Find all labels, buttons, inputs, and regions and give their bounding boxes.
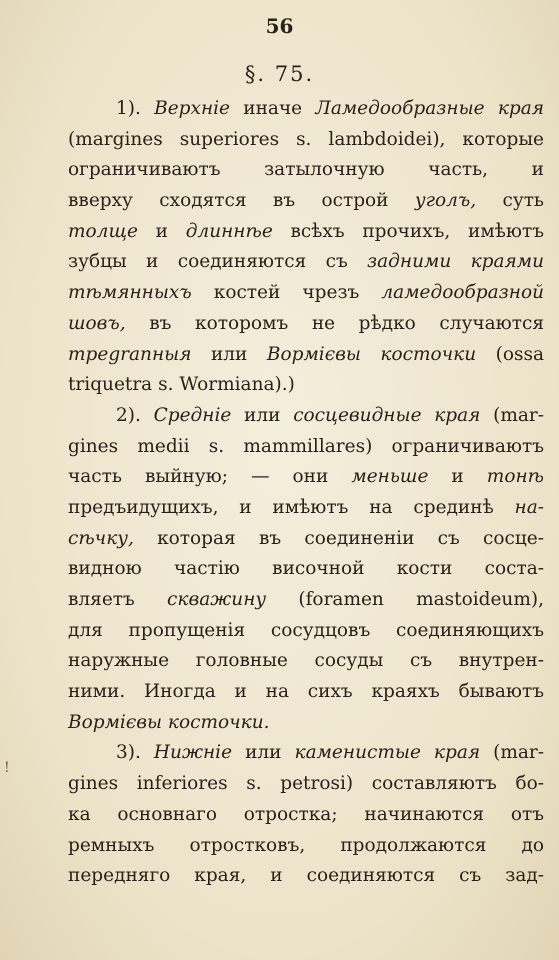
italic-term: Верхніе — [154, 98, 230, 119]
text-run: которая въ соединеніи съ сосце- — [133, 527, 544, 549]
text-line — [68, 401, 544, 432]
italic-term: Вормієвы косточки — [266, 343, 477, 365]
text-line — [68, 585, 544, 616]
italic-term: тѣмянныхъ — [68, 282, 192, 304]
text-run: суть — [476, 190, 545, 212]
text-run: ка основнаго отростка; начинаются отъ — [68, 803, 544, 825]
text-line — [68, 616, 544, 647]
italic-term: задними краями — [367, 251, 544, 273]
text-line — [68, 125, 544, 156]
italic-term: каменистые края — [294, 742, 481, 764]
text-run: видною частію височной кости соста- — [68, 558, 544, 580]
text-run: передняго края, и соединяются съ зад- — [68, 865, 544, 887]
italic-term: уголъ, — [414, 190, 477, 212]
text-line — [68, 217, 544, 248]
text-run: предъидущихъ, и имѣютъ на срединѣ — [68, 496, 515, 518]
text-run: ремныхъ отростковъ, продолжаются до — [68, 834, 544, 856]
text-line — [68, 646, 544, 677]
text-run: (foramen mastoideum), — [266, 589, 544, 610]
text-line — [68, 370, 544, 401]
text-line — [68, 769, 544, 800]
text-line — [68, 524, 544, 555]
text-run: 1). — [116, 98, 155, 119]
text-line — [68, 94, 544, 125]
text-run: или — [232, 742, 295, 764]
text-line — [68, 677, 544, 708]
italic-term: Ламедообразные края — [315, 98, 545, 119]
text-run: 2). — [116, 404, 154, 426]
text-line — [68, 738, 544, 769]
page-number: 56 — [265, 14, 294, 38]
text-run: всѣхъ прочихъ, имѣютъ — [272, 220, 544, 242]
text-run: (margines superiores s. lambdoidei), которые — [68, 128, 544, 150]
text-line — [68, 493, 544, 524]
text-run: или — [231, 404, 294, 426]
section-heading: §. 75. — [244, 62, 315, 86]
text-run: въ которомъ не рѣдко случаются — [125, 312, 544, 334]
text-run: 3). — [116, 742, 154, 764]
text-run: и — [428, 466, 487, 488]
text-line — [68, 247, 544, 278]
text-run: triquetra s. Wormiana).) — [68, 374, 295, 396]
text-run: (mar- — [480, 404, 545, 426]
text-line — [68, 155, 544, 186]
italic-term: сѣчку, — [68, 527, 134, 549]
margin-mark: ! — [4, 760, 10, 776]
text-line — [68, 708, 544, 739]
text-run: вверху сходятся въ острой — [68, 190, 415, 212]
text-run: ними. Иногда и на сихъ краяхъ бываютъ — [68, 681, 544, 703]
text-line — [68, 462, 544, 493]
text-line — [68, 278, 544, 309]
text-run: зубцы и соединяются съ — [68, 251, 368, 273]
text-run: костей чрезъ — [191, 282, 382, 304]
italic-term: тонѣ — [486, 466, 544, 488]
text-line — [68, 309, 544, 340]
italic-term: на- — [514, 496, 544, 518]
text-run: наружные головные сосуды съ внутрен- — [68, 650, 544, 672]
text-run: gines inferiores s. petrosi) составляютъ бо- — [68, 773, 544, 795]
italic-term: меньше — [351, 466, 429, 488]
italic-term: длиннѣе — [185, 220, 273, 242]
text-run: (ossa — [476, 343, 544, 365]
text-line — [68, 340, 544, 371]
text-run: часть выйную; — они — [68, 466, 352, 488]
text-run: или — [191, 343, 267, 365]
body-text — [68, 94, 544, 892]
italic-term: Нижніе — [153, 742, 233, 764]
text-line — [68, 432, 544, 463]
italic-term: Средніе — [153, 404, 232, 426]
text-run: иначе — [230, 98, 316, 119]
italic-term: сосцевидные края — [293, 404, 481, 426]
text-run: ограничиваютъ затылочную часть, и — [68, 159, 544, 181]
text-line — [68, 861, 544, 892]
text-line — [68, 800, 544, 831]
text-run: и — [137, 220, 186, 242]
italic-term: Вормієвы косточки. — [68, 711, 270, 733]
text-line — [68, 831, 544, 862]
italic-term: скважину — [167, 589, 267, 610]
italic-term: ламедообразной — [381, 282, 544, 304]
italic-term: шовъ, — [68, 312, 126, 334]
text-run: (mar- — [480, 742, 545, 764]
italic-term: толще — [68, 220, 138, 242]
italic-term: треgranныя — [68, 343, 192, 365]
text-line — [68, 186, 544, 217]
text-run: для пропущенія сосудцовъ соединяющихъ — [68, 619, 544, 641]
text-run: вляетъ — [68, 589, 168, 610]
text-line — [68, 554, 544, 585]
text-run: gines medii s. mammillares) ограничиваютъ — [68, 435, 544, 457]
